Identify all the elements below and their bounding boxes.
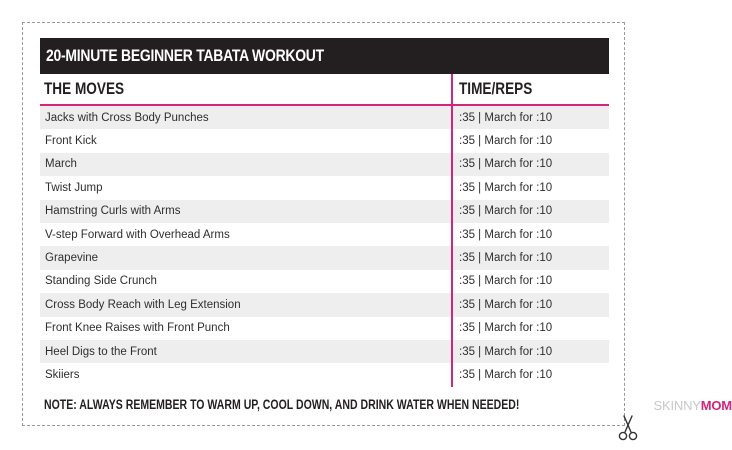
table-row xyxy=(40,293,609,316)
time-reps-cell: :35 | March for :10 xyxy=(451,340,609,363)
workout-title-bar xyxy=(40,38,609,74)
workout-card xyxy=(40,38,732,423)
card-footer xyxy=(40,387,732,423)
table-row xyxy=(40,246,609,269)
header-time-reps: TIME/REPS xyxy=(451,74,609,104)
table-row xyxy=(40,340,609,363)
time-reps-cell: :35 | March for :10 xyxy=(451,363,609,386)
table-row xyxy=(40,129,609,152)
time-reps-cell: :35 | March for :10 xyxy=(451,200,609,223)
move-name-cell: Skiiers xyxy=(45,368,80,381)
move-name-cell: Cross Body Reach with Leg Extension xyxy=(45,298,241,311)
scissors-icon xyxy=(616,414,640,442)
move-name-cell: Heel Digs to the Front xyxy=(45,345,157,358)
skinnymom-logo xyxy=(654,396,732,413)
move-name-cell: Hamstring Curls with Arms xyxy=(45,205,181,218)
time-reps-cell: :35 | March for :10 xyxy=(451,106,609,129)
time-reps-cell: :35 | March for :10 xyxy=(451,129,609,152)
time-reps-cell: :35 | March for :10 xyxy=(451,293,609,316)
table-row xyxy=(40,317,609,340)
move-name-cell: Twist Jump xyxy=(45,181,103,194)
move-name-cell: Grapevine xyxy=(45,252,99,265)
footer-note: NOTE: ALWAYS REMEMBER TO WARM UP, COOL DOWN, AND DRINK WATER WHEN NEEDED! xyxy=(44,397,520,413)
logo-text-mom: MOM xyxy=(700,398,732,414)
table-row xyxy=(40,270,609,293)
time-reps-cell: :35 | March for :10 xyxy=(451,176,609,199)
move-name-cell: V-step Forward with Overhead Arms xyxy=(45,228,230,241)
table-row xyxy=(40,153,609,176)
move-name-cell: March xyxy=(45,158,77,171)
move-name-cell: Jacks with Cross Body Punches xyxy=(45,111,209,124)
table-row xyxy=(40,176,609,199)
moves-table-body xyxy=(40,106,609,387)
logo-text-skinny: SKINNY xyxy=(653,398,701,414)
table-row xyxy=(40,106,609,129)
table-row xyxy=(40,200,609,223)
time-reps-cell: :35 | March for :10 xyxy=(451,270,609,293)
time-reps-cell: :35 | March for :10 xyxy=(451,153,609,176)
move-name-cell: Front Knee Raises with Front Punch xyxy=(45,322,230,335)
move-name-cell: Standing Side Crunch xyxy=(45,275,157,288)
header-moves: THE MOVES xyxy=(44,79,125,98)
workout-title: 20-MINUTE BEGINNER TABATA WORKOUT xyxy=(46,46,324,65)
table-header xyxy=(40,74,609,106)
table-row xyxy=(40,363,609,386)
table-row xyxy=(40,223,609,246)
move-name-cell: Front Kick xyxy=(45,135,97,148)
time-reps-cell: :35 | March for :10 xyxy=(451,223,609,246)
time-reps-cell: :35 | March for :10 xyxy=(451,317,609,340)
time-reps-cell: :35 | March for :10 xyxy=(451,246,609,269)
